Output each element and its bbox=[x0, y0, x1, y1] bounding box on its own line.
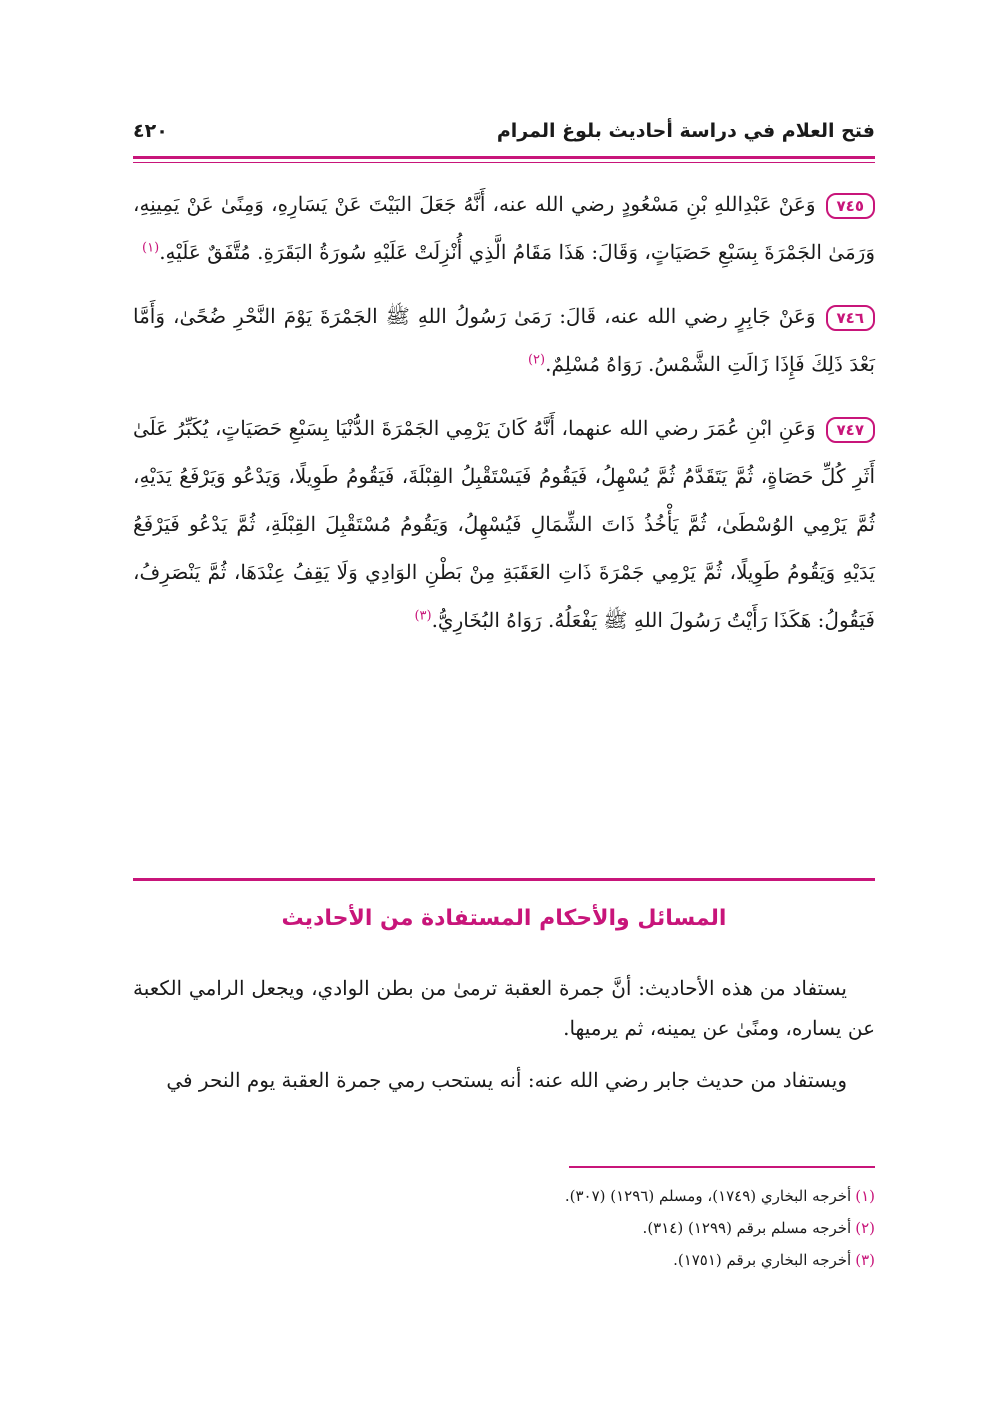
footnote-text: أخرجه البخاري (١٧٤٩)، ومسلم (١٢٩٦) (٣٠٧). bbox=[564, 1187, 852, 1205]
header-rule-thin bbox=[133, 162, 875, 163]
footnote-label: (٣) bbox=[855, 1251, 875, 1269]
page-header bbox=[133, 108, 875, 154]
book-title: فتح العلام في دراسة أحاديث بلوغ المرام bbox=[496, 120, 875, 142]
footnote-item bbox=[133, 1212, 875, 1244]
hadith-number-badge: ٧٤٦ bbox=[826, 305, 875, 331]
hadith-text: وَعَنْ جَابِرٍ رضي الله عنه، قَالَ: رَمَىٰ رَسُولُ اللهِ ﷺ الجَمْرَةَ يَوْمَ النَّحْرِ ضُحًىٰ، وَأَمَّا بَعْدَ ذَلِكَ فَإِذَا زَالَتِ الشَّمْسُ. رَوَاهُ مُسْلِمٌ. bbox=[133, 304, 875, 376]
footnote-divider bbox=[569, 1166, 875, 1168]
body-paragraph: يستفاد من هذه الأحاديث: أنَّ جمرة العقبة ترمىٰ من بطن الوادي، ويجعل الرامي الكعبة عن يساره، ومنًىٰ عن يمينه، ثم يرميها. bbox=[133, 976, 875, 1040]
hadith-text: وَعَنْ عَبْدِاللهِ بْنِ مَسْعُودٍ رضي الله عنه، أَنَّهُ جَعَلَ البَيْتَ عَنْ يَسَارِهِ، وَمِنًىٰ عَنْ يَمِينِهِ، وَرَمَىٰ الجَمْرَةَ بِسَبْعِ حَصَيَاتٍ، وَقَالَ: هَذَا مَقَامُ الَّذِي أُنْزِلَتْ عَلَيْهِ سُورَةُ البَقَرَةِ. مُتَّفَقٌ عَلَيْهِ. bbox=[133, 192, 875, 264]
header-rule bbox=[133, 156, 875, 159]
footnote-label: (٢) bbox=[855, 1219, 875, 1237]
footnotes bbox=[133, 1180, 875, 1276]
footnote-text: أخرجه البخاري برقم (١٧٥١). bbox=[673, 1251, 852, 1269]
section-title: المسائل والأحكام المستفادة من الأحاديث bbox=[281, 906, 727, 931]
hadith-number-badge: ٧٤٧ bbox=[826, 417, 875, 443]
footnote-text: أخرجه مسلم برقم (١٢٩٩) (٣١٤). bbox=[642, 1219, 852, 1237]
hadith-number-badge: ٧٤٥ bbox=[826, 193, 875, 219]
hadith-746 bbox=[133, 292, 875, 388]
hadith-745 bbox=[133, 180, 875, 276]
page-number: ٤٢٠ bbox=[133, 120, 168, 142]
footnote-item bbox=[133, 1180, 875, 1212]
footnote-ref: (٣) bbox=[414, 608, 432, 624]
footnote-item bbox=[133, 1244, 875, 1276]
page bbox=[133, 108, 875, 1348]
section-body bbox=[133, 968, 875, 1112]
body-paragraph: ويستفاد من حديث جابر رضي الله عنه: أنه يستحب رمي جمرة العقبة يوم النحر في bbox=[166, 1068, 847, 1092]
footnote-ref: (٢) bbox=[527, 352, 546, 368]
section-divider bbox=[133, 878, 875, 881]
footnote-label: (١) bbox=[855, 1187, 875, 1205]
hadith-text: وَعَنِ ابْنِ عُمَرَ رضي الله عنهما، أَنَّهُ كَانَ يَرْمِي الجَمْرَةَ الدُّنْيَا بِسَبْعِ حَصَيَاتٍ، يُكَبِّرُ عَلَىٰ أَثَرِ كُلِّ حَصَاةٍ، ثُمَّ يَتَقَدَّمُ ثُمَّ يُسْهِلُ، فَيَقُومُ فَيَسْتَقْبِلُ القِبْلَةَ، فَيَقُومُ طَوِيلًا، وَيَدْعُو وَيَرْفَعُ يَدَيْهِ، ثُمَّ يَرْمِي الوُسْطَىٰ، ثُمَّ يَأْخُذُ ذَاتَ الشِّمَالِ فَيُسْهِلُ، وَيَقُومُ مُسْتَقْبِلَ القِبْلَةِ، ثُمَّ يَدْعُو فَيَرْفَعُ يَدَيْهِ وَيَقُومُ طَوِيلًا، ثُمَّ يَرْمِي جَمْرَةَ ذَاتِ العَقَبَةِ مِنْ بَطْنِ الوَادِي وَلَا يَقِفُ عِنْدَهَا، ثُمَّ يَنْصَرِفُ، فَيَقُولُ: هَكَذَا رَأَيْتُ رَسُولَ اللهِ ﷺ يَفْعَلُهُ. رَوَاهُ البُخَارِيُّ. bbox=[133, 416, 875, 632]
footnote-ref: (١) bbox=[142, 240, 160, 256]
hadith-747 bbox=[133, 404, 875, 644]
hadith-list bbox=[133, 180, 875, 660]
